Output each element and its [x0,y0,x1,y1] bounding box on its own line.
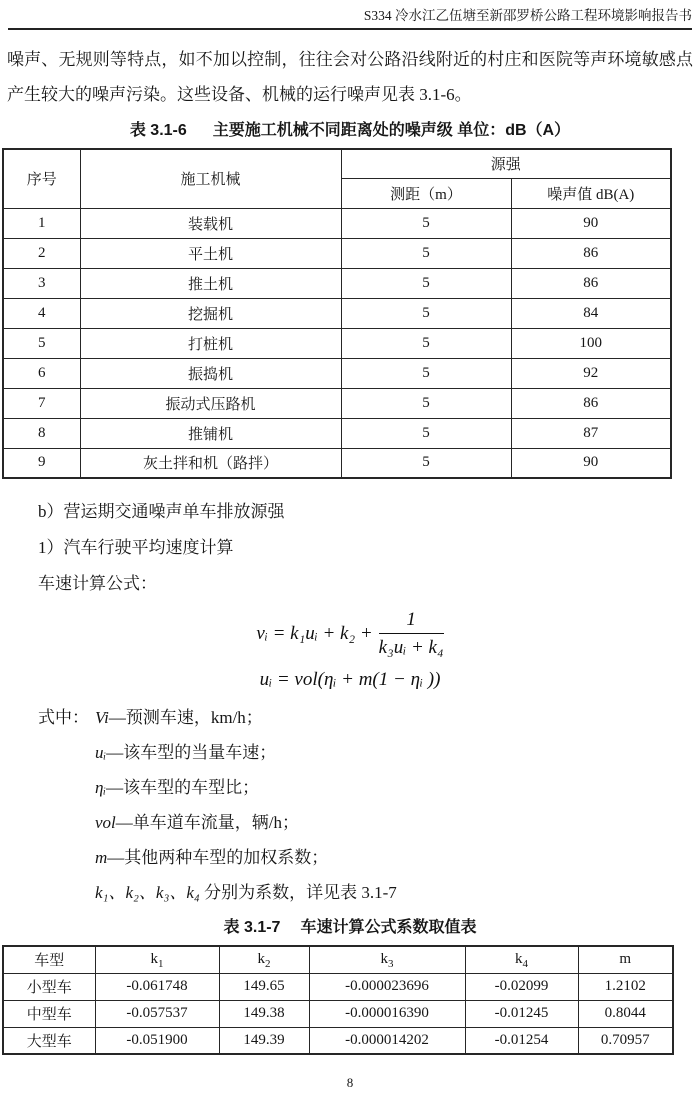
cell-seq: 4 [3,298,80,328]
cell-machine: 推土机 [80,268,341,298]
formula-vi-main: vᵢ = k₁uᵢ + k₂ + [256,623,373,644]
cell-distance: 5 [341,358,511,388]
symbol-description: —单车道车流量，辆/h； [115,813,300,832]
col-header-k1: $k_1$ [95,946,219,973]
col-header-source: 源强 [341,149,671,178]
table-row [3,973,673,1000]
col-header-machine: 施工机械 [80,149,341,208]
cell-machine: 装载机 [80,208,341,238]
table-row [3,238,671,268]
cell-m: 1.2102 [578,973,673,1000]
symbol: uᵢ [95,743,107,762]
cell-machine: 振捣机 [80,358,341,388]
fraction-denominator: k₃uᵢ + k₄ [378,636,444,658]
col-header-k2: $k_2$ [219,946,309,973]
cell-k1: -0.057537 [95,1000,219,1027]
cell-k1: -0.061748 [95,973,219,1000]
cell-seq: 5 [3,328,80,358]
col-header-seq: 序号 [3,149,80,208]
cell-noise: 90 [511,448,671,478]
cell-seq: 1 [3,208,80,238]
definition-line [95,840,700,875]
symbol: ηᵢ [95,778,107,797]
speed-formulas [0,606,700,694]
table-row [3,358,671,388]
table-row [3,208,671,238]
cell-k1: -0.051900 [95,1027,219,1054]
definition-line [95,700,700,735]
cell-k3: -0.000016390 [309,1000,465,1027]
formula-ui: uᵢ = vol(ηᵢ + m(1 − ηᵢ )) [259,669,441,690]
report-title: S334 冷水江乙伍塘至新邵罗桥公路工程环境影响报告书 [363,8,692,23]
cell-seq: 2 [3,238,80,268]
table-row [3,418,671,448]
cell-k4: -0.01254 [465,1027,578,1054]
cell-k2: 149.65 [219,973,309,1000]
table-title: 车速计算公式系数取值表 [300,919,477,936]
table-label: 表 3.1‑6 [129,122,187,139]
formula-fraction [379,609,444,660]
cell-noise: 86 [511,388,671,418]
symbol-description: —预测车速，km/h； [108,708,263,727]
formula-intro: 车速计算公式： [38,574,157,593]
symbol-description: —其他两种车型的加权系数； [107,848,329,867]
cell-vehicle-type: 中型车 [3,1000,95,1027]
cell-machine: 推铺机 [80,418,341,448]
table-row [3,328,671,358]
cell-vehicle-type: 小型车 [3,973,95,1000]
definition-line [95,805,700,840]
noise-table-body [3,208,671,478]
cell-seq: 8 [3,418,80,448]
coefficient-table [2,945,674,1055]
cell-m: 0.70957 [578,1027,673,1054]
running-header [8,0,692,30]
noise-level-table [2,148,672,479]
page-number: 8 [346,1075,354,1090]
cell-k4: -0.01245 [465,1000,578,1027]
formula-vi [0,606,700,662]
definition-line [95,770,700,805]
symbol-description: —该车型的车型比； [106,778,260,797]
col-header-k3: $k_3$ [309,946,465,973]
table-row [3,268,671,298]
cell-machine: 振动式压路机 [80,388,341,418]
symbol: k₁、k₂、k₃、k₄ [95,883,200,902]
table-row [3,388,671,418]
cell-distance: 5 [341,208,511,238]
symbol: m [95,848,108,867]
cell-k2: 149.39 [219,1027,309,1054]
col-header-noise: 噪声值 dB(A) [511,178,671,208]
cell-distance: 5 [341,268,511,298]
cell-machine: 挖掘机 [80,298,341,328]
cell-k4: -0.02099 [465,973,578,1000]
definition-line [95,735,700,770]
table-row [3,448,671,478]
table-row [3,1000,673,1027]
cell-distance: 5 [341,328,511,358]
section-b-heading: b）营运期交通噪声单车排放源强 [38,502,285,521]
symbol-description: —该车型的当量车速； [106,743,277,762]
cell-machine: 打桩机 [80,328,341,358]
cell-noise: 92 [511,358,671,388]
cell-seq: 6 [3,358,80,388]
cell-distance: 5 [341,448,511,478]
symbol: Vi [95,708,109,727]
cell-k3: -0.000014202 [309,1027,465,1054]
cell-noise: 100 [511,328,671,358]
col-header-k4: $k_4$ [465,946,578,973]
cell-noise: 84 [511,298,671,328]
intro-paragraph: 噪声、无规则等特点，如不加以控制，往往会对公路沿线附近的村庄和医院等声环境敏感点产生较大的噪声污染。这些设备、机械的运行噪声见表 3.1‑6。 [7,50,693,104]
cell-noise: 86 [511,268,671,298]
cell-seq: 7 [3,388,80,418]
cell-noise: 86 [511,238,671,268]
definitions-list [0,700,700,910]
cell-distance: 5 [341,388,511,418]
coef-table-caption [0,916,700,940]
table-row [3,298,671,328]
cell-vehicle-type: 大型车 [3,1027,95,1054]
cell-distance: 5 [341,418,511,448]
cell-machine: 平土机 [80,238,341,268]
coef-table-body [3,973,673,1054]
col-header-vehicle-type: 车型 [3,946,95,973]
col-header-m: m [578,946,673,973]
cell-distance: 5 [341,298,511,328]
col-header-distance: 测距（m） [341,178,511,208]
cell-seq: 3 [3,268,80,298]
cell-m: 0.8044 [578,1000,673,1027]
step1-heading: 1）汽车行驶平均速度计算 [38,538,234,557]
cell-k3: -0.000023696 [309,973,465,1000]
table-label: 表 3.1‑7 [223,919,281,936]
where-label: 式中： [38,708,89,727]
cell-machine: 灰土拌和机（路拌） [80,448,341,478]
noise-table-caption [0,119,700,143]
cell-noise: 90 [511,208,671,238]
cell-seq: 9 [3,448,80,478]
cell-distance: 5 [341,238,511,268]
symbol-description: 分别为系数，详见表 3.1‑7 [199,883,397,902]
formula-definitions [0,700,700,910]
table-row [3,1027,673,1054]
fraction-numerator: 1 [379,609,444,634]
definition-line [95,875,700,910]
cell-noise: 87 [511,418,671,448]
cell-k2: 149.38 [219,1000,309,1027]
table-title: 主要施工机械不同距离处的噪声级 单位：dB（A） [212,122,571,139]
symbol: vol [95,813,116,832]
